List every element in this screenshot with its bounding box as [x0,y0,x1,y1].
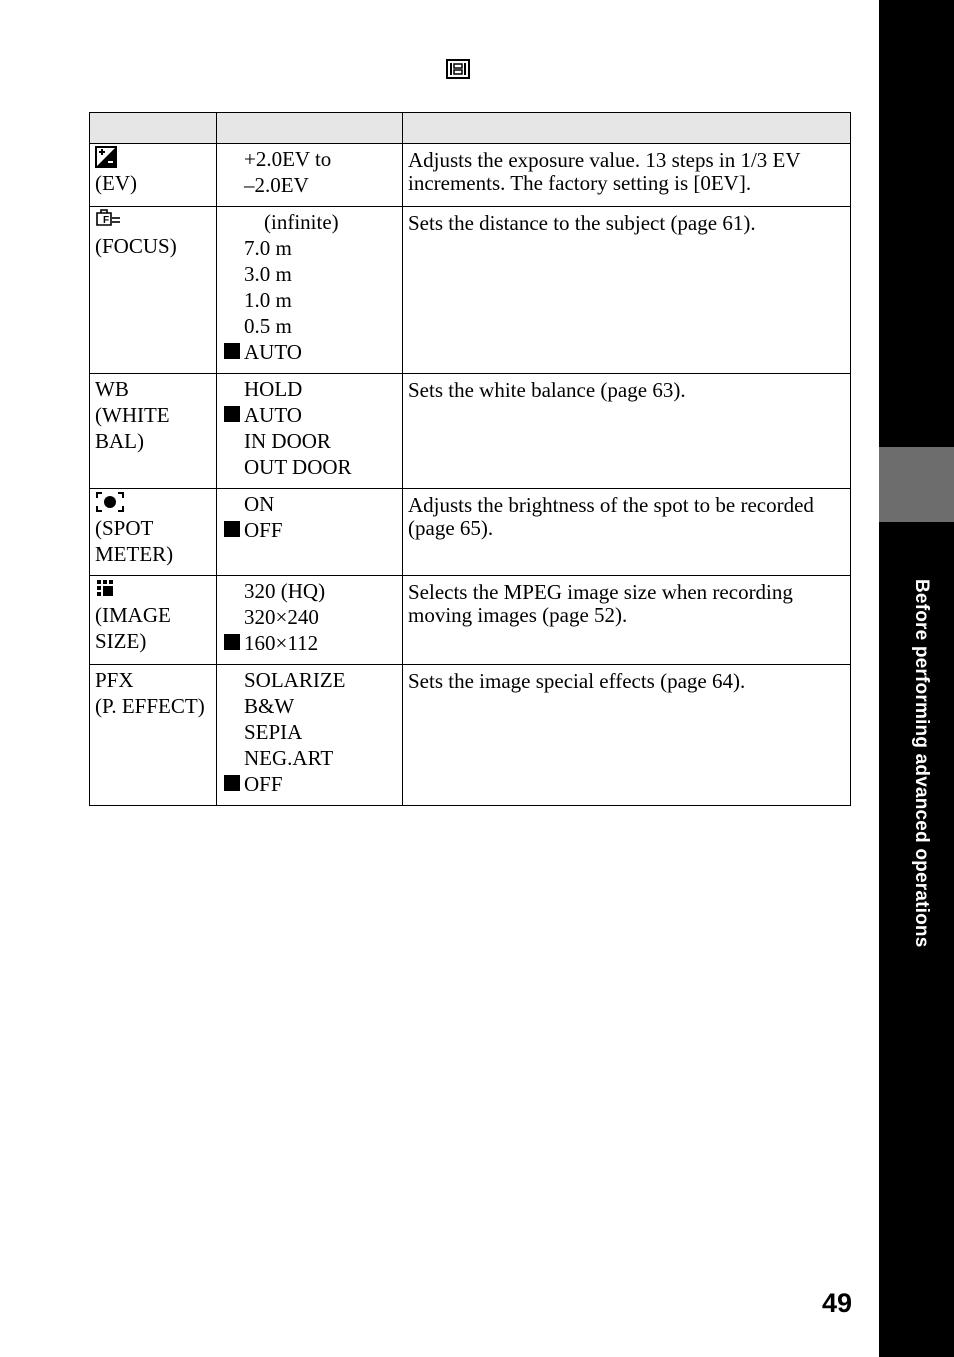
item-label: SIZE) [95,629,147,653]
section-tab-marker [879,447,954,522]
settings-cell [217,576,403,665]
setting-option: 3.0 m [244,262,292,286]
item-label: (WHITE [95,403,170,427]
table-row-white-balance [90,374,851,489]
settings-cell [217,665,403,806]
item-label: WB [95,377,129,401]
table-header-row [90,113,851,144]
setting-option: 320 (HQ) [244,579,326,603]
setting-option: –2.0EV [244,173,309,197]
description-text: Adjusts the brightness of the spot to be recorded (page 65). [408,493,814,540]
item-label: METER) [95,542,174,566]
item-cell [90,374,217,489]
setting-option-default: 160×112 [222,630,397,656]
description-cell [403,207,851,374]
description-text: Adjusts the exposure value. 13 steps in 1/3 EV increments. The factory setting is [0EV]. [408,148,801,195]
item-label: (SPOT [95,516,154,540]
setting-option-default: AUTO [222,402,397,428]
header-cell-description [403,113,851,144]
item-label: PFX [95,668,134,692]
table-row-ev [90,144,851,207]
menu-settings-table [89,112,851,806]
table-row-picture-effect [90,665,851,806]
setting-option-infinite [222,209,397,235]
setting-option: OUT DOOR [244,455,352,479]
setting-option: 0.5 m [244,314,292,338]
item-label: BAL) [95,429,144,453]
page-number: 49 [821,1288,852,1318]
setting-option: 7.0 m [244,236,292,260]
setting-option: NEG.ART [244,746,334,770]
description-text: Sets the distance to the subject (page 61). [408,211,756,235]
table-row-spot-meter [90,489,851,576]
image-size-icon [95,578,211,602]
focus-icon [95,209,211,233]
header-cell-setting [217,113,403,144]
setting-option: B&W [244,694,295,718]
setting-option: IN DOOR [244,429,331,453]
setting-option: 320×240 [244,605,319,629]
setting-option-default: OFF [222,517,397,543]
settings-cell [217,374,403,489]
description-text: Selects the MPEG image size when recording moving images (page 52). [408,580,793,627]
item-cell [90,665,217,806]
item-cell [90,576,217,665]
item-label: (FOCUS) [95,234,177,258]
description-cell [403,489,851,576]
item-label: (EV) [95,171,137,195]
setting-option: SOLARIZE [244,668,346,692]
description-cell [403,665,851,806]
header-cell-item [90,113,217,144]
section-label: Before performing advanced operations [911,578,932,948]
description-cell [403,144,851,207]
movie-mode-icon [446,59,470,79]
settings-cell [217,489,403,576]
settings-cell [217,207,403,374]
item-label: (IMAGE [95,603,171,627]
description-text: Sets the white balance (page 63). [408,378,686,402]
settings-cell [217,144,403,207]
setting-option: SEPIA [244,720,303,744]
setting-option-default: OFF [222,771,397,797]
setting-option-default: AUTO [222,339,397,365]
table-row-focus [90,207,851,374]
item-cell [90,207,217,374]
description-cell [403,374,851,489]
svg-text:F: F [103,215,110,226]
item-cell [90,489,217,576]
description-cell [403,576,851,665]
setting-option: +2.0EV to [244,147,332,171]
item-label: (P. EFFECT) [95,694,205,718]
setting-option-text: (infinite) [264,210,339,234]
table-row-image-size [90,576,851,665]
item-cell [90,144,217,207]
exposure-icon [95,146,211,170]
setting-option: ON [244,492,275,516]
setting-option: 1.0 m [244,288,292,312]
description-text: Sets the image special effects (page 64). [408,669,746,693]
setting-option: HOLD [244,377,303,401]
spot-meter-icon [95,491,211,515]
